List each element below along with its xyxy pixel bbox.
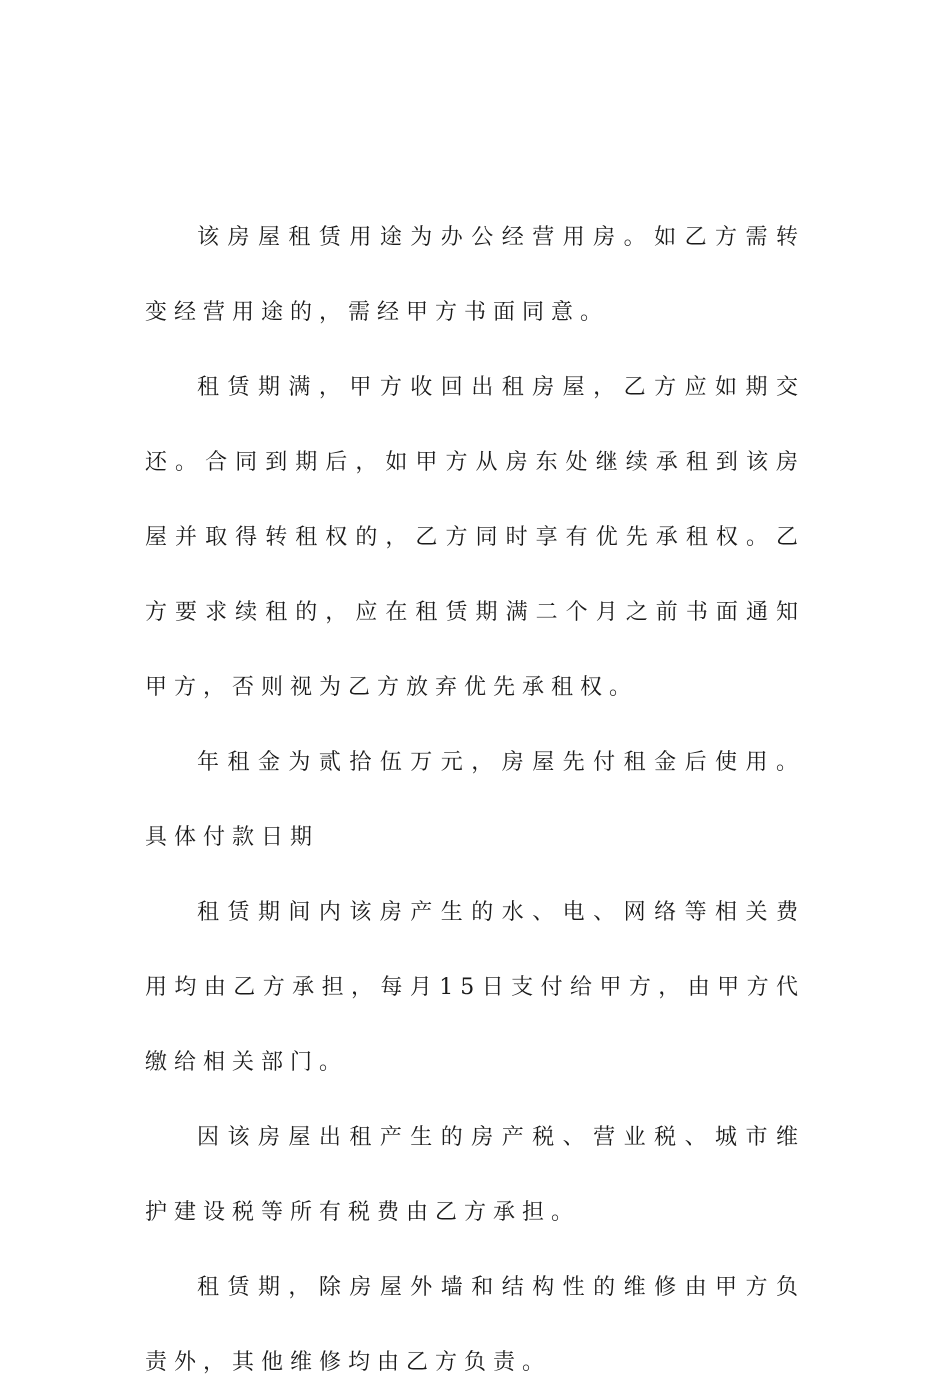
paragraph-annual-rent: 年租金为贰拾伍万元，房屋先付租金后使用。具体付款日期 [145, 750, 805, 850]
paragraph-taxes: 因该房屋出租产生的房产税、营业税、城市维护建设税等所有税费由乙方承担。 [145, 1125, 805, 1225]
paragraph-utilities: 租赁期间内该房产生的水、电、网络等相关费用均由乙方承担，每月15日支付给甲方，由甲方代缴给相关部门。 [145, 900, 805, 1075]
document-body [145, 200, 805, 1400]
paragraph-lease-expiry: 租赁期满，甲方收回出租房屋，乙方应如期交还。合同到期后，如甲方从房东处继续承租到该房屋并取得转租权的，乙方同时享有优先承租权。乙方要求续租的，应在租赁期满二个月之前书面通知甲方，否则视为乙方放弃优先承租权。 [145, 375, 805, 700]
paragraph-usage: 该房屋租赁用途为办公经营用房。如乙方需转变经营用途的，需经甲方书面同意。 [145, 225, 805, 325]
paragraph-maintenance: 租赁期，除房屋外墙和结构性的维修由甲方负责外，其他维修均由乙方负责。 [145, 1275, 805, 1375]
